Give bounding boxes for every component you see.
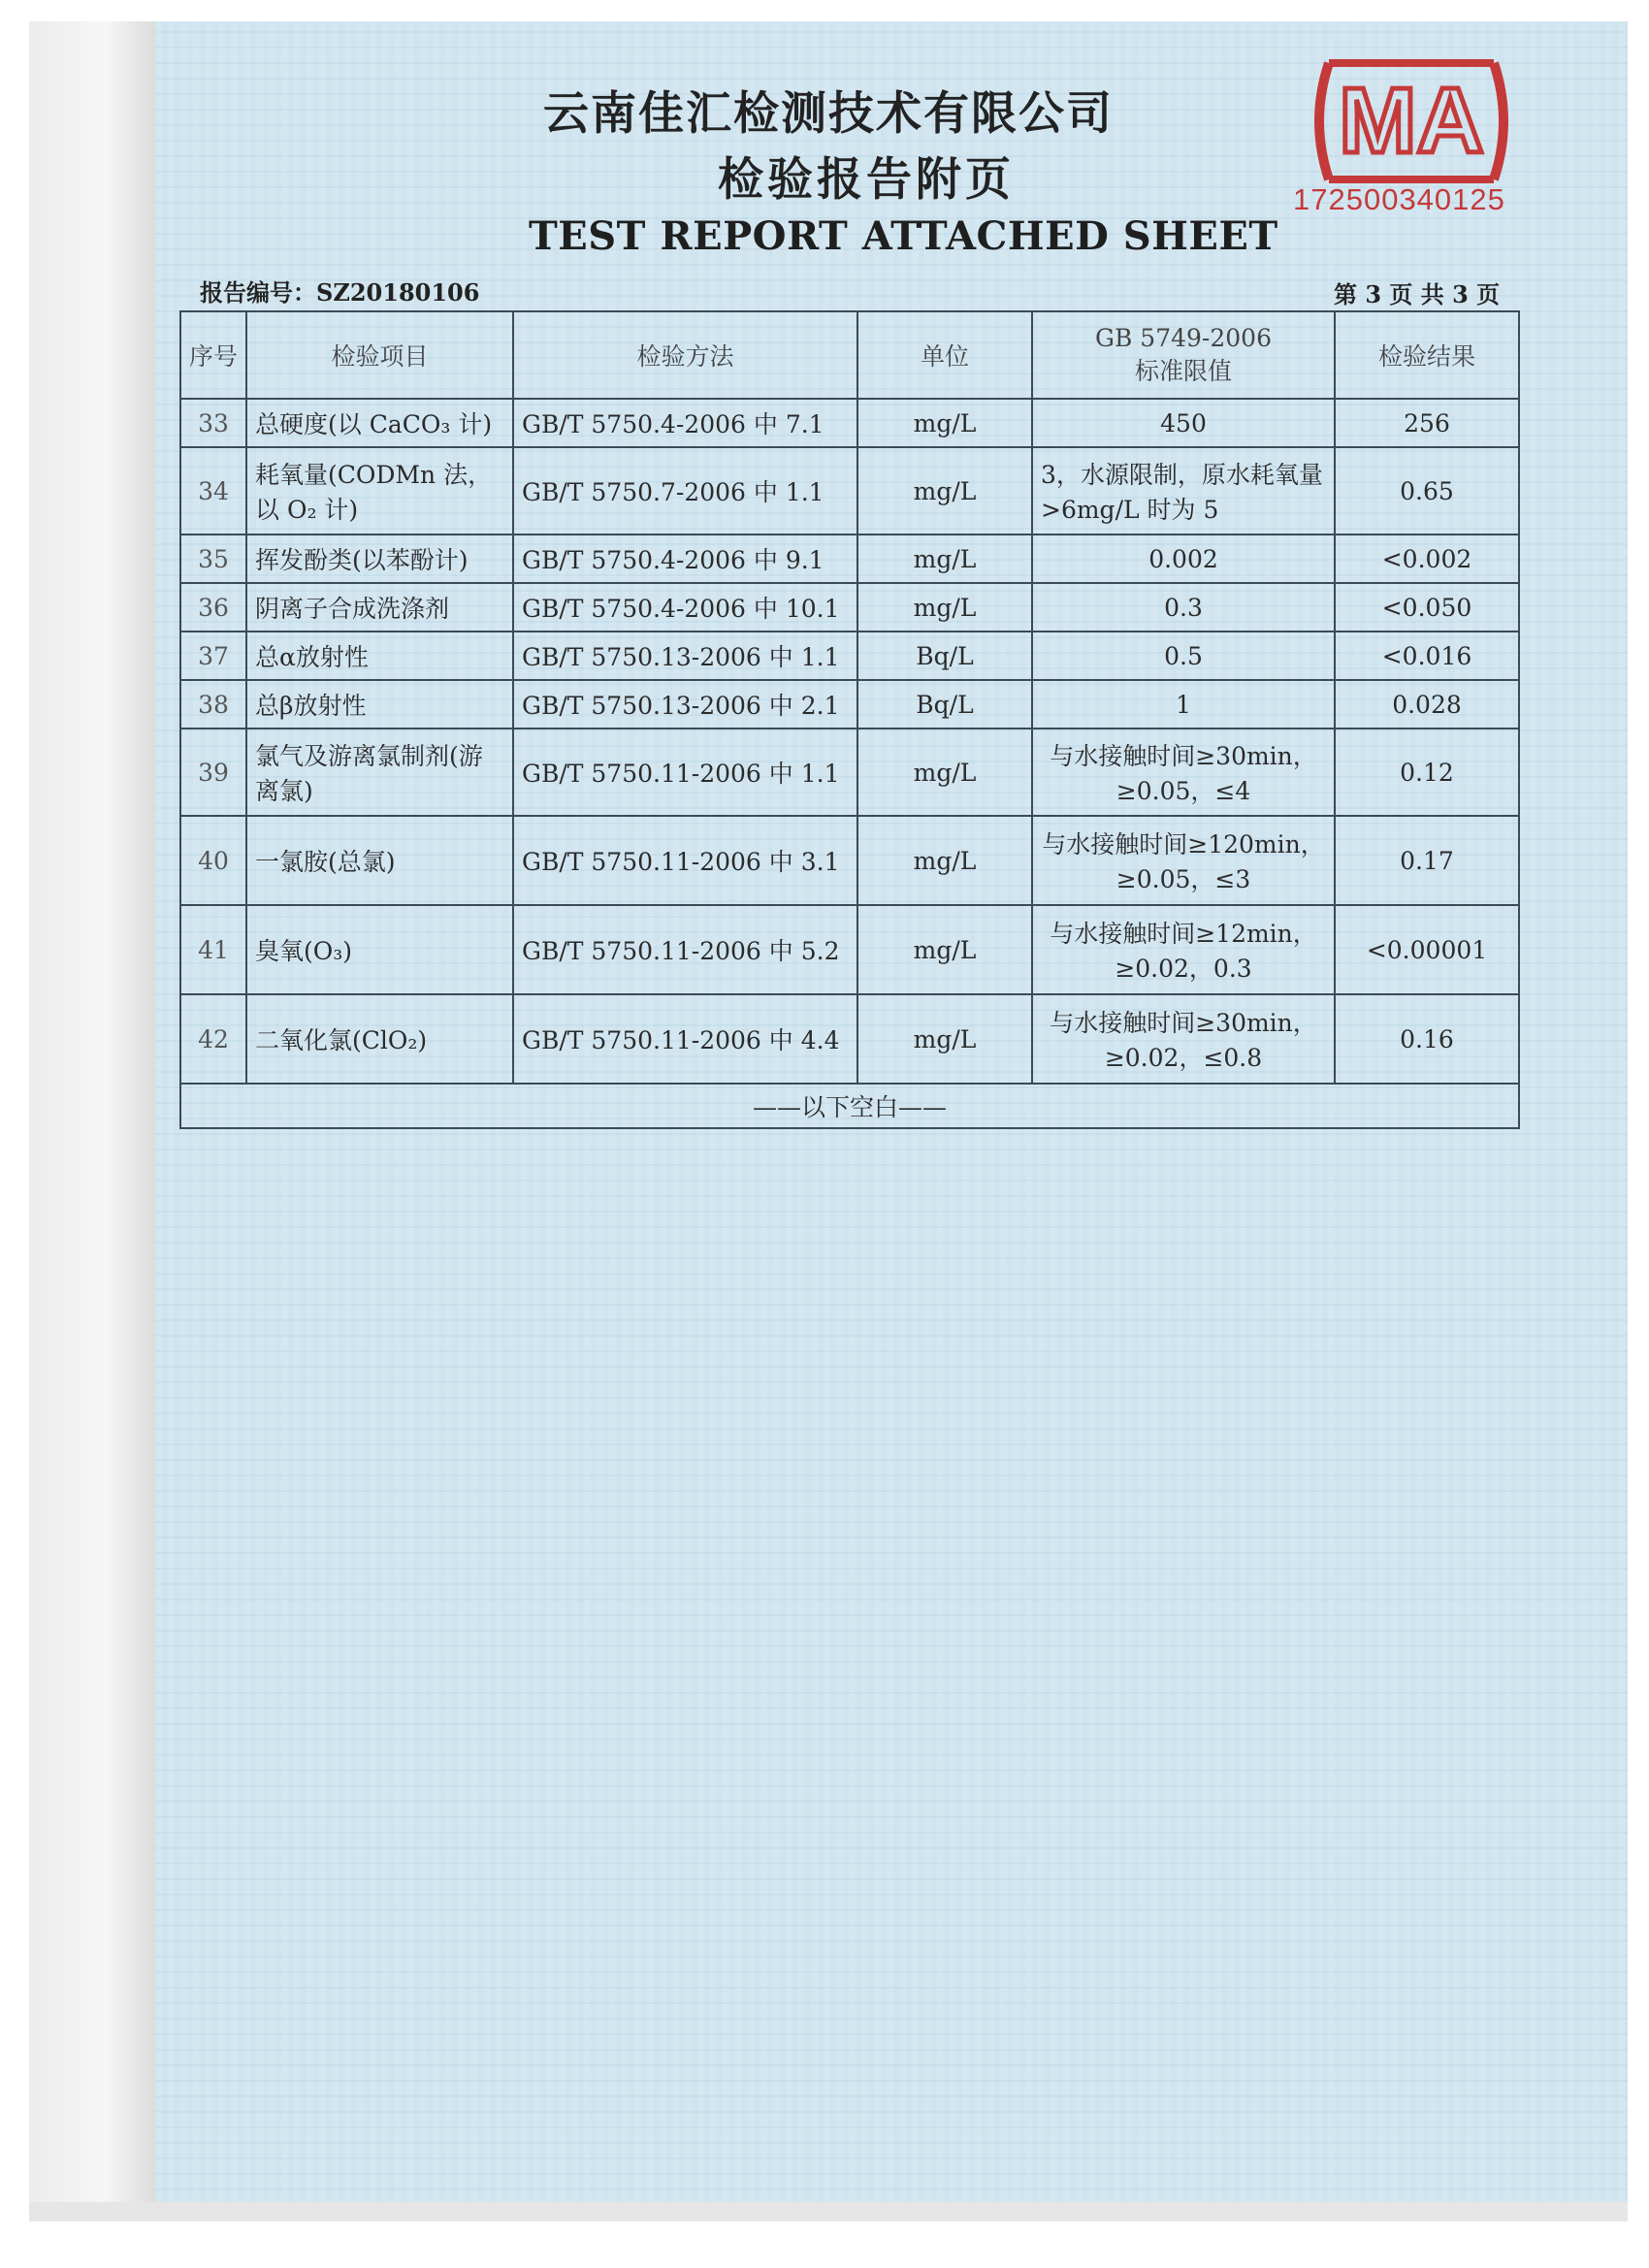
cell-result: 0.17 xyxy=(1335,816,1519,905)
end-of-table-note: ——以下空白—— xyxy=(180,1084,1519,1128)
cell-method: GB/T 5750.7-2006 中 1.1 xyxy=(513,447,857,535)
english-title: TEST REPORT ATTACHED SHEET xyxy=(529,213,1278,259)
cell-unit: Bq/L xyxy=(857,680,1032,729)
header-limit-line1: GB 5749-2006 xyxy=(1095,323,1272,352)
header-seq: 序号 xyxy=(180,311,246,399)
cell-limit: 与水接触时间≥30min，≥0.05，≤4 xyxy=(1032,729,1335,816)
cell-limit: 1 xyxy=(1032,680,1335,729)
cell-result: 0.16 xyxy=(1335,994,1519,1084)
stamp-number: 172500340125 xyxy=(1293,182,1505,216)
cell-seq: 39 xyxy=(180,729,246,816)
cell-seq: 36 xyxy=(180,583,246,632)
cell-item: 总α放射性 xyxy=(246,632,513,680)
table-row xyxy=(180,905,1519,994)
table-row xyxy=(180,816,1519,905)
cell-method: GB/T 5750.13-2006 中 2.1 xyxy=(513,680,857,729)
cell-method: GB/T 5750.11-2006 中 5.2 xyxy=(513,905,857,994)
cell-seq: 42 xyxy=(180,994,246,1084)
cell-result: <0.00001 xyxy=(1335,905,1519,994)
cell-seq: 37 xyxy=(180,632,246,680)
cell-method: GB/T 5750.4-2006 中 10.1 xyxy=(513,583,857,632)
cell-item: 总β放射性 xyxy=(246,680,513,729)
cell-item: 二氧化氯(ClO₂) xyxy=(246,994,513,1084)
cell-result: 0.028 xyxy=(1335,680,1519,729)
cell-seq: 38 xyxy=(180,680,246,729)
table-row xyxy=(180,994,1519,1084)
test-results-table xyxy=(179,310,1520,1129)
cell-seq: 40 xyxy=(180,816,246,905)
cell-result: <0.050 xyxy=(1335,583,1519,632)
cell-item: 挥发酚类(以苯酚计) xyxy=(246,535,513,583)
table-row xyxy=(180,399,1519,447)
cell-limit: 与水接触时间≥120min，≥0.05，≤3 xyxy=(1032,816,1335,905)
cell-limit: 0.3 xyxy=(1032,583,1335,632)
cell-result: 0.12 xyxy=(1335,729,1519,816)
cell-unit: mg/L xyxy=(857,399,1032,447)
table-header-row xyxy=(180,311,1519,399)
page-info: 第 3 页 共 3 页 xyxy=(1334,280,1501,308)
cell-seq: 34 xyxy=(180,447,246,535)
company-name: 云南佳汇检测技术有限公司 xyxy=(543,87,1114,141)
binding-margin xyxy=(29,21,155,2221)
cell-unit: mg/L xyxy=(857,729,1032,816)
cell-seq: 35 xyxy=(180,535,246,583)
cell-limit: 450 xyxy=(1032,399,1335,447)
cell-limit: 与水接触时间≥12min，≥0.02，0.3 xyxy=(1032,905,1335,994)
table-row xyxy=(180,535,1519,583)
cell-method: GB/T 5750.4-2006 中 9.1 xyxy=(513,535,857,583)
cell-unit: Bq/L xyxy=(857,632,1032,680)
cell-limit: 0.5 xyxy=(1032,632,1335,680)
cell-item: 臭氧(O₃) xyxy=(246,905,513,994)
cell-seq: 33 xyxy=(180,399,246,447)
cell-unit: mg/L xyxy=(857,905,1032,994)
cell-unit: mg/L xyxy=(857,816,1032,905)
cell-item: 耗氧量(CODMn 法，以 O₂ 计) xyxy=(246,447,513,535)
cell-item: 总硬度(以 CaCO₃ 计) xyxy=(246,399,513,447)
cell-method: GB/T 5750.11-2006 中 3.1 xyxy=(513,816,857,905)
cell-unit: mg/L xyxy=(857,447,1032,535)
cell-unit: mg/L xyxy=(857,583,1032,632)
cell-seq: 41 xyxy=(180,905,246,994)
cell-item: 一氯胺(总氯) xyxy=(246,816,513,905)
header-limit xyxy=(1032,311,1335,399)
report-subtitle: 检验报告附页 xyxy=(718,153,1015,207)
cell-result: <0.002 xyxy=(1335,535,1519,583)
cell-method: GB/T 5750.13-2006 中 1.1 xyxy=(513,632,857,680)
paper-edge xyxy=(29,2202,1628,2221)
table-row xyxy=(180,729,1519,816)
table-row xyxy=(180,583,1519,632)
table-end-row xyxy=(180,1084,1519,1128)
cell-limit: 3，水源限制，原水耗氧量>6mg/L 时为 5 xyxy=(1032,447,1335,535)
cell-method: GB/T 5750.11-2006 中 4.4 xyxy=(513,994,857,1084)
table-row xyxy=(180,680,1519,729)
cell-unit: mg/L xyxy=(857,535,1032,583)
cell-item: 阴离子合成洗涤剂 xyxy=(246,583,513,632)
header-method: 检验方法 xyxy=(513,311,857,399)
report-number: 报告编号：SZ20180106 xyxy=(200,278,480,307)
header-item: 检验项目 xyxy=(246,311,513,399)
cell-result: <0.016 xyxy=(1335,632,1519,680)
header-unit: 单位 xyxy=(857,311,1032,399)
cell-result: 0.65 xyxy=(1335,447,1519,535)
cell-item: 氯气及游离氯制剂(游离氯) xyxy=(246,729,513,816)
cell-method: GB/T 5750.11-2006 中 1.1 xyxy=(513,729,857,816)
table-row xyxy=(180,632,1519,680)
cell-result: 256 xyxy=(1335,399,1519,447)
header-result: 检验结果 xyxy=(1335,311,1519,399)
cell-limit: 与水接触时间≥30min，≥0.02，≤0.8 xyxy=(1032,994,1335,1084)
header-limit-line2: 标准限值 xyxy=(1134,356,1232,385)
table-row xyxy=(180,447,1519,535)
cell-unit: mg/L xyxy=(857,994,1032,1084)
cell-method: GB/T 5750.4-2006 中 7.1 xyxy=(513,399,857,447)
stamp-letters: MA xyxy=(1339,69,1484,173)
cell-limit: 0.002 xyxy=(1032,535,1335,583)
